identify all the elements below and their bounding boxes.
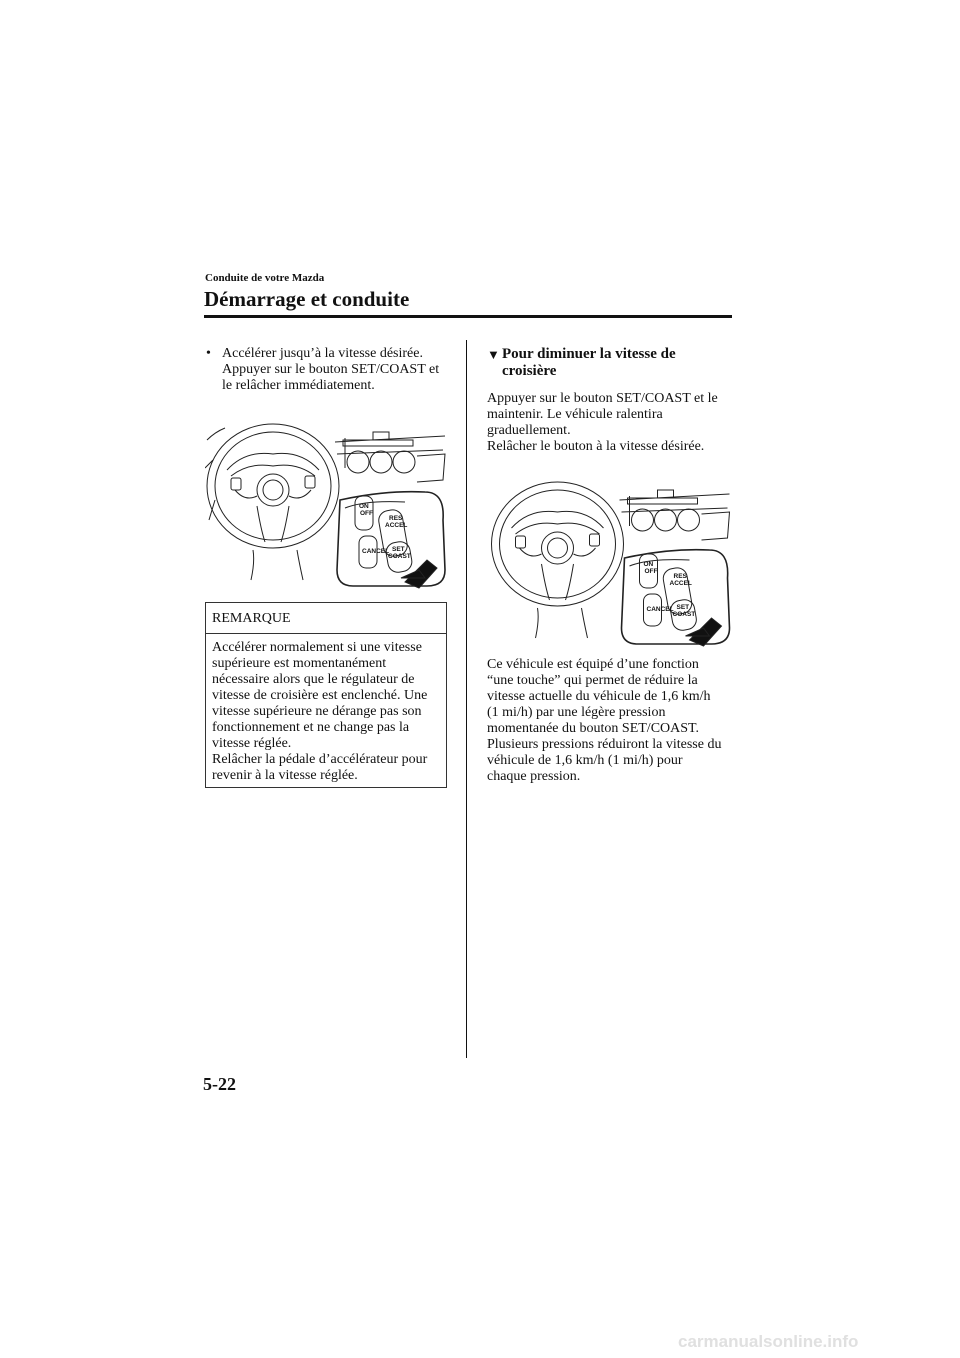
- res-label: RES: [389, 515, 403, 522]
- paragraph-one-touch: Ce véhicule est équipé d’une fonction “une touche” qui permet de réduire la vitesse actuelle du véhicule de 1,6 km/h (1 mi/h) par une légère pression momentanée du bouton SET/COAST. Plusieurs pressions réduiront la vitesse du véhicule de 1,6 km/h (1 mi/h) pour chaque pression.: [487, 657, 722, 784]
- page-number: 5-22: [203, 1074, 236, 1094]
- cancel-label-2: CANCEL: [646, 606, 674, 613]
- on-label-2: ON: [643, 561, 654, 568]
- subsection-heading: [487, 346, 737, 380]
- note-box: [205, 602, 447, 788]
- page-title: Démarrage et conduite: [204, 287, 410, 311]
- off-label: OFF: [360, 510, 373, 517]
- paragraph-instructions: Appuyer sur le bouton SET/COAST et le maintenir. Le véhicule ralentira graduellement. Relâcher le bouton à la vitesse désirée.: [487, 391, 718, 454]
- coast-label-2: COAST: [672, 611, 696, 618]
- triangle-marker-icon: ▼: [487, 347, 500, 362]
- watermark: carmanualsonline.info: [678, 1332, 859, 1351]
- bullet-dot: •: [206, 346, 211, 361]
- accel-label-2: ACCEL: [669, 580, 692, 587]
- steering-wheel-illustration: [205, 410, 450, 590]
- note-body: Accélérer normalement si une vitesse supérieure est momentanément nécessaire alors que le régulateur de vitesse de croisière est enclenché. Une vitesse supérieure ne dérange pas son fonctionnement et ne change pas la vitesse réglée. Relâcher la pédale d’accélérateur pour revenir à la vitesse réglée.: [212, 640, 428, 783]
- header-rule: [204, 315, 732, 318]
- set-label-2: SET: [676, 604, 690, 611]
- note-heading-rule: [206, 633, 446, 634]
- accel-label: ACCEL: [385, 522, 408, 529]
- column-divider: [466, 340, 467, 1058]
- on-label: ON: [359, 503, 369, 510]
- bullet-item: [206, 346, 456, 394]
- coast-label: COAST: [388, 553, 411, 560]
- section-label: Conduite de votre Mazda: [205, 272, 325, 284]
- set-label: SET: [392, 546, 405, 553]
- off-label-2: OFF: [644, 568, 658, 575]
- cancel-label: CANCEL: [362, 548, 390, 555]
- note-heading: REMARQUE: [212, 611, 291, 626]
- steering-wheel-illustration-2: [488, 468, 736, 648]
- res-label-2: RES: [673, 573, 687, 580]
- bullet-text: Accélérer jusqu’à la vitesse désirée. Appuyer sur le bouton SET/COAST et le relâcher immédiatement.: [222, 346, 440, 393]
- subsection-title: Pour diminuer la vitesse de croisière: [502, 346, 676, 379]
